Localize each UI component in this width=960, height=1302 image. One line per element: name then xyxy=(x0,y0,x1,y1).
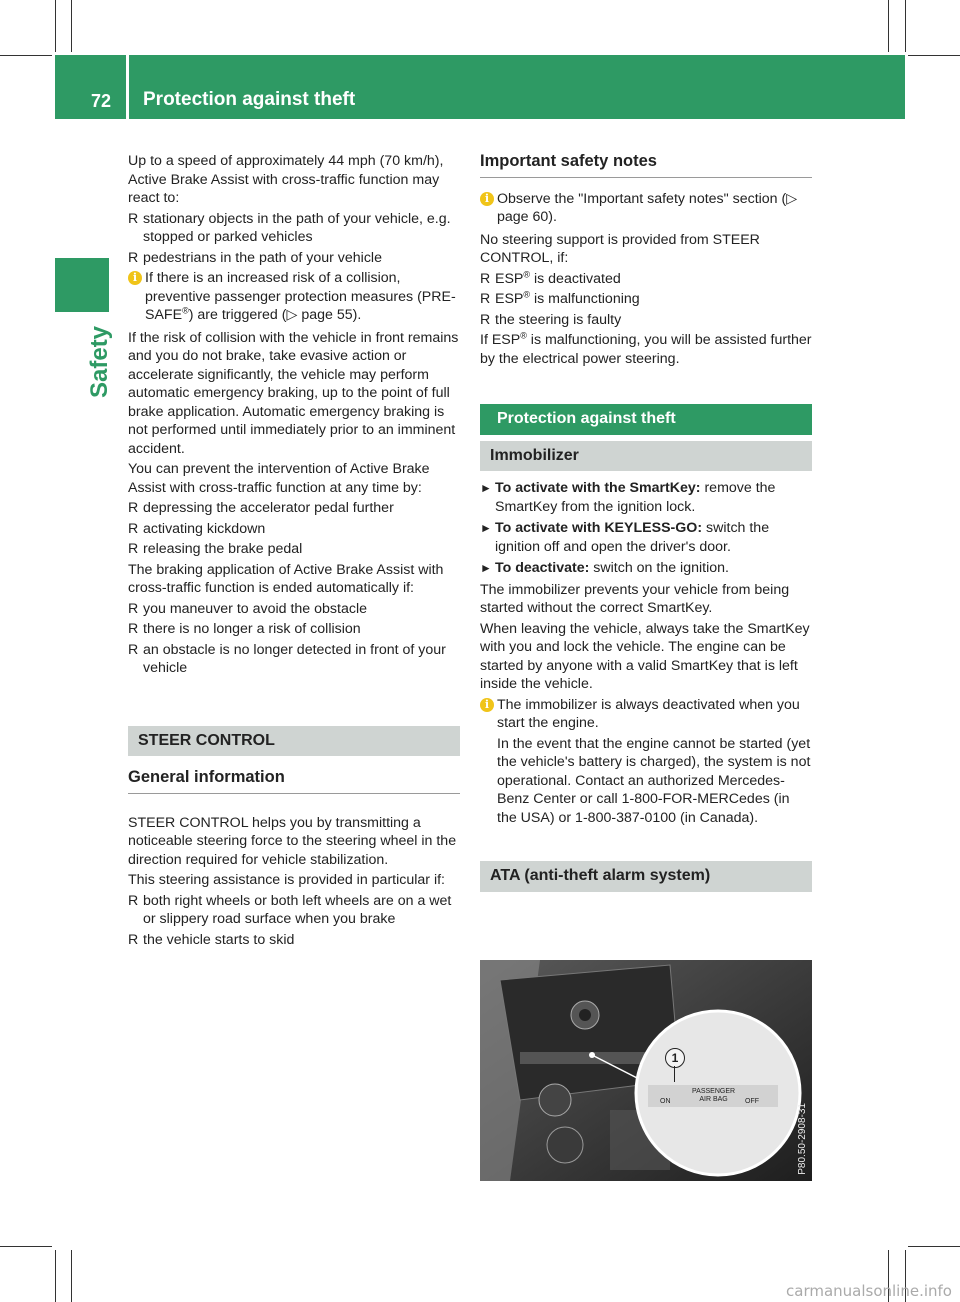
paragraph: No steering support is provided from STEER CONTROL, if: xyxy=(480,231,760,266)
page-title: Protection against theft xyxy=(143,89,356,110)
right-column xyxy=(480,152,812,892)
center-console-photo xyxy=(480,960,812,1181)
sidebar-tab xyxy=(55,258,109,312)
list-item: R you maneuver to avoid the obstacle xyxy=(128,600,367,617)
instruction-step: ► To activate with KEYLESS-GO: switch the ignition off and open the driver's door. xyxy=(480,520,770,555)
list-item: R activating kickdown xyxy=(128,520,266,537)
section-banner-steer-control: STEER CONTROL xyxy=(128,726,460,757)
airbag-off-label: OFF xyxy=(745,1098,759,1105)
list-item: R stationary objects in the path of your vehicle, e.g. stopped or parked vehicles xyxy=(128,210,451,245)
list-item: R pedestrians in the path of your vehicle xyxy=(128,249,382,266)
crop-mark xyxy=(71,1250,72,1302)
list-item: R there is no longer a risk of collision xyxy=(128,621,361,637)
section-banner-protection: Protection against theft xyxy=(480,404,812,435)
crop-mark xyxy=(908,1246,960,1247)
paragraph: The braking application of Active Brake Assist with cross-traffic function is ended automatically if: xyxy=(128,561,444,596)
sidebar-label: Safety xyxy=(86,325,113,398)
section-banner-immobilizer: Immobilizer xyxy=(480,441,812,472)
header-divider xyxy=(126,55,129,119)
list-item: R ESP® is malfunctioning xyxy=(480,289,640,307)
info-note: i The immobilizer is always deactivated when you start the engine. In the event that the engine cannot be started (yet the vehicle's battery is charged), the system is not operational. Contact an authorized Mercedes-Benz Center or call 1-800-FOR-MERCedes (in the USA) or 1-800-387-0100 (in Canada). xyxy=(480,696,812,828)
console-illustration xyxy=(480,960,812,1181)
list-item: R releasing the brake pedal xyxy=(128,541,303,557)
airbag-on-label: ON xyxy=(660,1098,671,1105)
page-header xyxy=(55,55,905,119)
info-icon: i xyxy=(480,698,494,712)
info-note: i Observe the "Important safety notes" section (▷ page 60). xyxy=(480,190,812,227)
airbag-label: PASSENGER AIR BAG xyxy=(692,1088,736,1103)
left-column xyxy=(128,152,460,951)
list-item: R the steering is faulty xyxy=(480,311,622,328)
page-number: 72 xyxy=(91,91,112,111)
instruction-step: ► To deactivate: switch on the ignition. xyxy=(480,560,729,576)
paragraph: You can prevent the intervention of Active Brake Assist with cross-traffic function at any time by: xyxy=(128,461,430,496)
list-item: R both right wheels or both left wheels are on a wet or slippery road surface when you brake xyxy=(128,892,452,927)
watermark: carmanualsonline.info xyxy=(786,1282,952,1300)
crop-mark xyxy=(55,0,56,52)
crop-mark xyxy=(908,55,960,56)
crop-mark xyxy=(0,55,52,56)
paragraph: Up to a speed of approximately 44 mph (70 km/h), Active Brake Assist with cross-traffic function may react to: xyxy=(128,153,444,206)
section-heading: General information xyxy=(128,768,460,794)
image-code: P80.50-2908-31 xyxy=(797,1103,808,1175)
list-item: R an obstacle is no longer detected in front of your vehicle xyxy=(128,641,446,676)
list-item: R ESP® is deactivated xyxy=(480,268,621,287)
paragraph: This steering assistance is provided in particular if: xyxy=(128,872,445,888)
info-icon: i xyxy=(480,192,494,206)
paragraph: If ESP® is malfunctioning, you will be assisted further by the electrical power steering. xyxy=(480,330,812,367)
paragraph: STEER CONTROL helps you by transmitting a noticeable steering force to the steering wheel in the direction required for vehicle stabilization. xyxy=(128,814,457,868)
crop-mark xyxy=(0,1246,52,1247)
callout-marker: 1 xyxy=(665,1048,685,1068)
section-banner-ata: ATA (anti-theft alarm system) xyxy=(480,861,812,892)
crop-mark xyxy=(55,1250,56,1302)
crop-mark xyxy=(71,0,72,52)
list-item: R the vehicle starts to skid xyxy=(128,931,295,948)
crop-mark xyxy=(888,0,889,52)
info-icon: i xyxy=(128,271,142,285)
crop-mark xyxy=(905,0,906,52)
paragraph: The immobilizer prevents your vehicle from being started without the correct SmartKey. xyxy=(480,581,790,616)
section-heading: Important safety notes xyxy=(480,152,812,178)
list-item: R depressing the accelerator pedal further xyxy=(128,500,394,516)
paragraph: When leaving the vehicle, always take the SmartKey with you and lock the vehicle. The engine can be started by anyone with a valid SmartKey that is left inside the vehicle. xyxy=(480,620,810,692)
paragraph: If the risk of collision with the vehicle in front remains and you do not brake, take evasive action or accelerate significantly, the vehicle may perform automatic emergency braking, up to the point of full brake application. Automatic emergency braking is not performed until immediately prior to an imminent accident. xyxy=(128,329,459,457)
instruction-step: ► To activate with the SmartKey: remove the SmartKey from the ignition lock. xyxy=(480,480,776,515)
callout-line xyxy=(674,1066,675,1082)
info-note: i If there is an increased risk of a collision, preventive passenger protection measures (PRE-SAFE®) are triggered (▷ page 55). xyxy=(128,269,460,325)
